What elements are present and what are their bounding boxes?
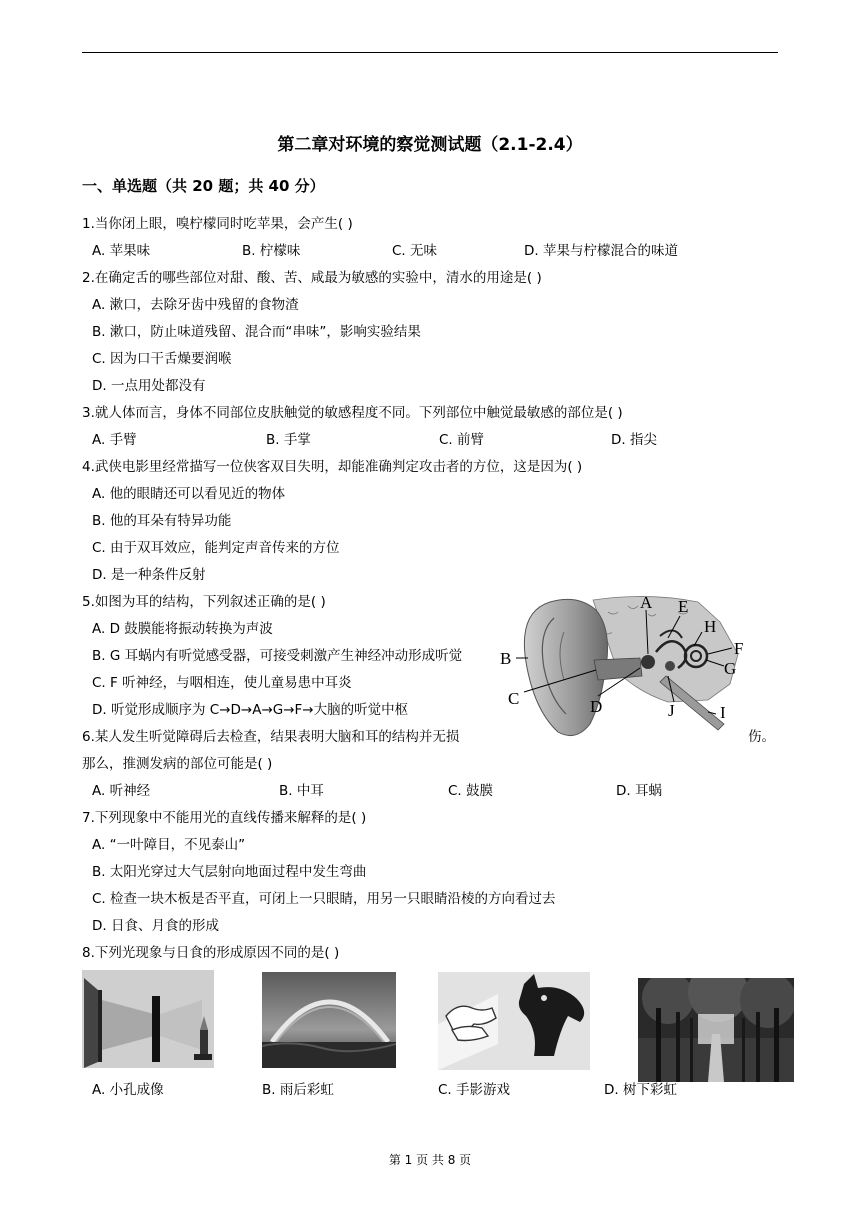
question-7-option-a[interactable]: A. “一叶障目，不见泰山” bbox=[92, 837, 246, 853]
question-6-stem-line2: 那么，推测发病的部位可能是( ) bbox=[82, 756, 273, 772]
header-rule bbox=[82, 52, 778, 53]
hand-shadow-image[interactable] bbox=[438, 972, 590, 1070]
question-1-option-c[interactable]: C. 无味 bbox=[392, 243, 438, 259]
question-2-option-c[interactable]: C. 因为口干舌燥要润喉 bbox=[92, 351, 232, 367]
question-4-option-b[interactable]: B. 他的耳朵有特异功能 bbox=[92, 513, 232, 529]
question-8-option-a[interactable]: A. 小孔成像 bbox=[92, 1082, 164, 1098]
question-3-option-a[interactable]: A. 手臂 bbox=[92, 432, 137, 448]
pinhole-imaging-image[interactable] bbox=[82, 970, 214, 1068]
ear-label-d: D bbox=[590, 697, 603, 716]
question-6-stem-line1-end: 伤。 bbox=[748, 729, 775, 745]
ear-label-e: E bbox=[678, 597, 689, 616]
question-6-stem-line1: 6.某人发生听觉障碍后去检查，结果表明大脑和耳的结构并无损 bbox=[82, 729, 460, 745]
question-7-option-d[interactable]: D. 日食、月食的形成 bbox=[92, 918, 219, 934]
question-6-option-a[interactable]: A. 听神经 bbox=[92, 783, 151, 799]
question-8-option-d[interactable]: D. 树下彩虹 bbox=[604, 1082, 677, 1098]
question-5-stem: 5.如图为耳的结构，下列叙述正确的是( ) bbox=[82, 594, 326, 610]
question-3-stem: 3.就人体而言，身体不同部位皮肤触觉的敏感程度不同。下列部位中触觉最敏感的部位是( ) bbox=[82, 405, 623, 421]
ear-label-b: B bbox=[500, 649, 512, 668]
question-7-option-b[interactable]: B. 太阳光穿过大气层射向地面过程中发生弯曲 bbox=[92, 864, 367, 880]
question-2-stem: 2.在确定舌的哪些部位对甜、酸、苦、咸最为敏感的实验中，清水的用途是( ) bbox=[82, 270, 542, 286]
section-heading: 一、单选题（共 20 题；共 40 分） bbox=[82, 177, 325, 195]
page-title: 第二章对环境的察觉测试题（2.1-2.4） bbox=[277, 135, 583, 155]
ear-label-i: I bbox=[720, 703, 726, 722]
question-1-stem: 1.当你闭上眼，嗅柠檬同时吃苹果，会产生( ) bbox=[82, 216, 353, 232]
question-7-stem: 7.下列现象中不能用光的直线传播来解释的是( ) bbox=[82, 810, 367, 826]
question-5-option-c[interactable]: C. F 听神经，与咽相连，使儿童易患中耳炎 bbox=[92, 675, 352, 691]
question-3-option-b[interactable]: B. 手掌 bbox=[266, 432, 311, 448]
question-1-option-d[interactable]: D. 苹果与柠檬混合的味道 bbox=[524, 243, 678, 259]
question-3-option-c[interactable]: C. 前臂 bbox=[439, 432, 485, 448]
ear-label-g: G bbox=[724, 659, 737, 678]
page-footer: 第 1 页 共 8 页 bbox=[388, 1153, 472, 1167]
ear-label-j: J bbox=[668, 701, 675, 720]
question-1-option-a[interactable]: A. 苹果味 bbox=[92, 243, 151, 259]
question-6-option-d[interactable]: D. 耳蜗 bbox=[616, 783, 662, 799]
question-2-option-a[interactable]: A. 漱口，去除牙齿中残留的食物渣 bbox=[92, 297, 299, 313]
question-4-option-d[interactable]: D. 是一种条件反射 bbox=[92, 567, 206, 583]
question-6-option-b[interactable]: B. 中耳 bbox=[279, 783, 324, 799]
ear-label-f: F bbox=[734, 639, 744, 658]
ear-label-h: H bbox=[704, 617, 717, 636]
ear-structure-diagram bbox=[498, 592, 760, 740]
question-8-option-b[interactable]: B. 雨后彩虹 bbox=[262, 1082, 334, 1098]
question-5-option-a[interactable]: A. D 鼓膜能将振动转换为声波 bbox=[92, 621, 273, 637]
rainbow-image[interactable] bbox=[262, 972, 396, 1068]
question-4-option-a[interactable]: A. 他的眼睛还可以看见近的物体 bbox=[92, 486, 286, 502]
question-2-option-b[interactable]: B. 漱口，防止味道残留、混合而“串味”，影响实验结果 bbox=[92, 324, 421, 340]
question-4-option-c[interactable]: C. 由于双耳效应，能判定声音传来的方位 bbox=[92, 540, 340, 556]
question-1-option-b[interactable]: B. 柠檬味 bbox=[242, 243, 301, 259]
question-3-option-d[interactable]: D. 指尖 bbox=[611, 432, 657, 448]
ear-label-a: A bbox=[640, 593, 653, 612]
question-5-option-b[interactable]: B. G 耳蜗内有听觉感受器，可接受刺激产生神经冲动形成听觉 bbox=[92, 648, 463, 664]
ear-label-c: C bbox=[508, 689, 520, 708]
question-2-option-d[interactable]: D. 一点用处都没有 bbox=[92, 378, 206, 394]
question-7-option-c[interactable]: C. 检查一块木板是否平直，可闭上一只眼睛，用另一只眼睛沿棱的方向看过去 bbox=[92, 891, 556, 907]
question-6-option-c[interactable]: C. 鼓膜 bbox=[448, 783, 494, 799]
tree-light-image[interactable] bbox=[638, 978, 794, 1082]
question-4-stem: 4.武侠电影里经常描写一位侠客双目失明，却能准确判定攻击者的方位，这是因为( ) bbox=[82, 459, 583, 475]
question-8-stem: 8.下列光现象与日食的形成原因不同的是( ) bbox=[82, 945, 340, 961]
question-5-option-d[interactable]: D. 听觉形成顺序为 C→D→A→G→F→大脑的听觉中枢 bbox=[92, 702, 409, 718]
question-8-option-c[interactable]: C. 手影游戏 bbox=[438, 1082, 511, 1098]
